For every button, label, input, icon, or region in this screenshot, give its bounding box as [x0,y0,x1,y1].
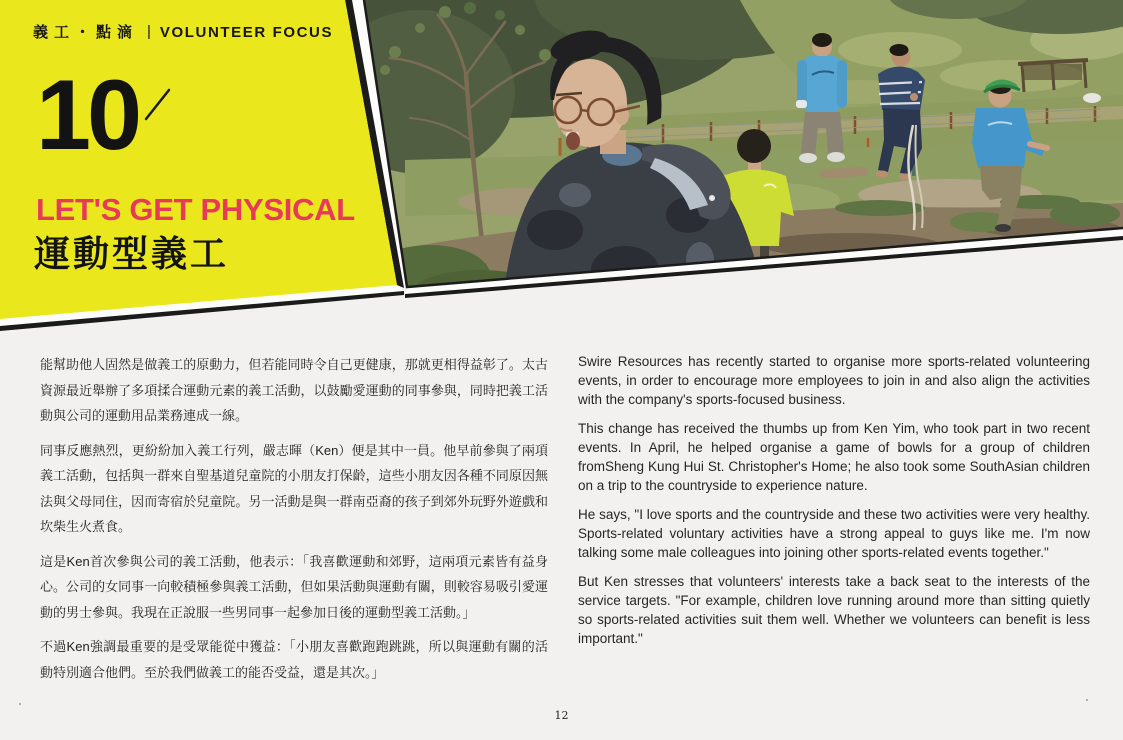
eyebrow-chinese: 義工・點滴 [33,24,139,41]
eyebrow-english: VOLUNTEER FOCUS [159,24,334,41]
article-column-english [578,352,1090,658]
zh-paragraph: 同事反應熱烈，更紛紛加入義工行列，嚴志暉（Ken）便是其中一員。他早前參與了兩項義工活動，包括與一群來自聖基道兒童院的小朋友打保齡，這些小朋友因各種不同原因無法與父母同住，因而寄宿於兒童院。另一活動是與一群南亞裔的孩子到郊外玩野外遊戲和坎柴生火煮食。 [40,442,548,534]
title-english: LET'S GET PHYSICAL [36,192,355,227]
section-eyebrow [33,21,333,42]
en-paragraph: He says, "I love sports and the countryside and these two activities were very healthy. Sports-related voluntary activities have a strong appeal to guys like me. I'm now talking some male colleagues into joining other sports-related events together." [578,507,1090,560]
page-number: 12 [554,709,569,722]
en-paragraph: Swire Resources has recently started to organise more sports-related volunteering events, in order to encourage more employees to join in and also align the activities with the company's sports-focused business. [578,354,1090,407]
header-artwork [0,0,1123,345]
article-column-chinese [40,352,548,694]
zh-paragraph: 這是Ken首次參與公司的義工活動，他表示：「我喜歡運動和郊野，這兩項元素皆有益身心。公司的女同事一向較積極參與義工活動，但如果活動與運動有關，則較容易吸引愛運動的男士參與。我現在正說服一些男同事一起參加日後的運動型義工活動。」 [40,553,548,620]
title-chinese: 運動型義工 [34,233,230,274]
crop-mark-right [1086,699,1088,701]
eyebrow-divider: | [147,23,151,40]
en-paragraph: This change has received the thumbs up from Ken Yim, who took part in two recent events. In April, he helped organise a game of bowls for a group of children fromSheng Kung Hui St. Christopher's Home; he also took some SouthAsian children on a trip to the countryside to experience nature. [578,421,1090,493]
en-paragraph: But Ken stresses that volunteers' interests take a back seat to the interests of the service targets. "For example, children love running around more than sitting quietly so sports-related activities suit them well. Whether we volunteers can benefit is less important." [578,574,1090,646]
zh-paragraph: 能幫助他人固然是做義工的原動力，但若能同時令自己更健康，那就更相得益彰了。太古資源最近舉辦了多項揉合運動元素的義工活動，以鼓勵愛運動的同事參與，同時把義工活動與公司的運動用品業務連成一線。 [40,357,548,423]
chapter-number: 10 [36,59,139,170]
zh-paragraph: 不過Ken強調最重要的是受眾能從中獲益：「小朋友喜歡跑跑跳跳，所以與運動有關的活動特別適合他們。至於我們做義工的能否受益，還是其次。」 [40,639,548,680]
crop-mark-left [19,703,21,705]
